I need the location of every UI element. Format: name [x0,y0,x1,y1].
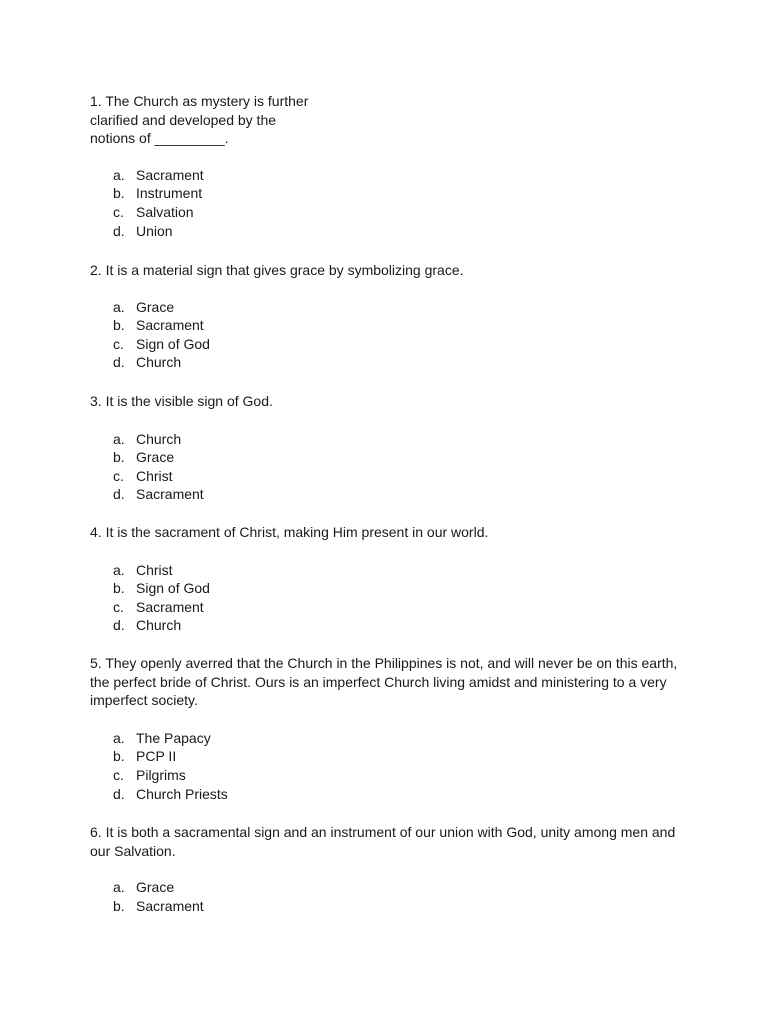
option-d [90,353,680,372]
option-letter: d. [113,785,125,802]
option-label: Sign of God [136,580,210,597]
option-label: Church [136,430,182,447]
option-letter: a. [113,430,125,447]
option-label: Sacrament [136,598,204,615]
option-a [90,166,680,185]
option-c [90,203,680,222]
question-text: 1. The Church as mystery is further clarified and developed by the notions of _________. [90,93,309,147]
option-b [90,184,680,203]
option-label: Sacrament [136,317,204,334]
option-label: Christ [136,467,173,484]
question-5 [90,654,680,803]
option-label: PCP II [136,748,177,765]
option-label: Pilgrims [136,766,186,783]
option-letter: c. [113,203,124,220]
option-letter: b. [113,185,125,202]
option-d [90,485,680,504]
option-letter: b. [113,449,125,466]
option-letter: d. [113,354,125,371]
question-text: 5. They openly averred that the Church in the Philippines is not, and will never be on this earth, the perfect bride of Christ. Ours is an imperfect Church living amidst and ministering to a very imperfect society. [90,655,678,709]
option-letter: a. [113,879,125,896]
option-letter: c. [113,766,124,783]
question-1 [90,92,680,240]
option-list [90,561,680,635]
question-2 [90,261,680,372]
option-c [90,766,680,785]
option-label: Instrument [136,185,203,202]
question-3 [90,392,680,504]
option-letter: a. [113,729,125,746]
question-text: 2. It is a material sign that gives grace by symbolizing grace. [90,262,464,278]
option-d [90,222,680,241]
option-letter: d. [113,222,125,239]
question-text: 4. It is the sacrament of Christ, making Him present in our world. [90,524,489,540]
option-list [90,430,680,504]
option-letter: d. [113,486,125,503]
option-a [90,561,680,580]
option-b [90,747,680,766]
option-label: Grace [136,298,175,315]
option-d [90,616,680,635]
option-letter: c. [113,467,124,484]
option-b [90,579,680,598]
option-letter: a. [113,298,125,315]
option-label: Sacrament [136,897,204,914]
option-letter: b. [113,580,125,597]
option-label: Sacrament [136,166,204,183]
option-label: Grace [136,879,175,896]
option-a [90,430,680,449]
question-6 [90,823,680,915]
option-label: Church [136,617,182,634]
option-label: Grace [136,449,175,466]
option-list [90,166,680,240]
option-label: The Papacy [136,729,211,746]
option-letter: a. [113,561,125,578]
option-letter: b. [113,748,125,765]
option-b [90,316,680,335]
option-letter: c. [113,598,124,615]
option-list [90,729,680,803]
option-c [90,467,680,486]
option-label: Union [136,222,173,239]
option-letter: b. [113,897,125,914]
option-a [90,729,680,748]
option-list [90,878,680,915]
option-label: Salvation [136,203,194,220]
option-d [90,785,680,804]
option-b [90,448,680,467]
option-label: Sacrament [136,486,204,503]
option-a [90,298,680,317]
question-text: 6. It is both a sacramental sign and an instrument of our union with God, unity among men and our Salvation. [90,824,676,859]
option-list [90,298,680,372]
question-text: 3. It is the visible sign of God. [90,393,273,409]
option-c [90,598,680,617]
option-label: Sign of God [136,335,210,352]
option-letter: c. [113,335,124,352]
option-label: Church Priests [136,785,228,802]
option-letter: d. [113,617,125,634]
question-4 [90,523,680,635]
option-letter: a. [113,166,125,183]
option-letter: b. [113,317,125,334]
option-label: Christ [136,561,173,578]
option-c [90,335,680,354]
option-label: Church [136,354,182,371]
option-b [90,897,680,916]
option-a [90,878,680,897]
